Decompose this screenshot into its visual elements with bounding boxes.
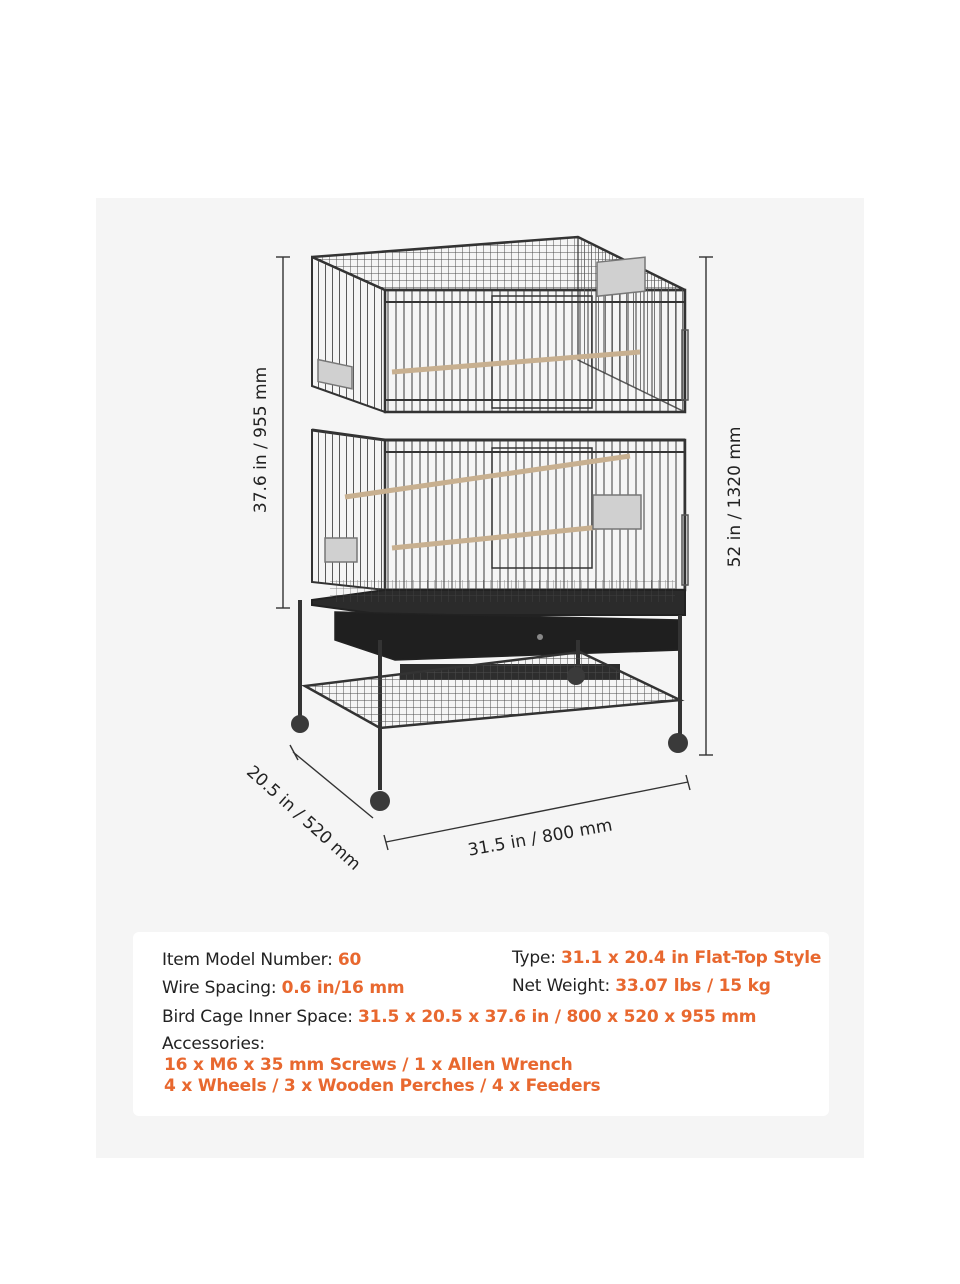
spec-accessories-line1: 16 x M6 x 35 mm Screws / 1 x Allen Wrench	[164, 1055, 573, 1075]
spec-wire-spacing	[162, 978, 404, 998]
spec-net-weight-label: Net Weight:	[512, 976, 610, 996]
dimension-cage-height	[251, 257, 290, 608]
spec-inner-space	[162, 1007, 756, 1027]
spec-type	[512, 948, 821, 968]
spec-type-value: 31.1 x 20.4 in Flat-Top Style	[561, 948, 822, 968]
dimension-label-depth: 20.5 in / 520 mm	[242, 761, 365, 875]
dimension-label-total-height: 52 in / 1320 mm	[725, 426, 745, 568]
dimension-depth	[242, 745, 373, 875]
spec-inner-space-value: 31.5 x 20.5 x 37.6 in / 800 x 520 x 955 mm	[357, 1007, 757, 1027]
spec-accessories-line2: 4 x Wheels / 3 x Wooden Perches / 4 x Feeders	[164, 1076, 601, 1096]
spec-model	[162, 950, 361, 970]
dimension-label-width: 31.5 in / 800 mm	[466, 815, 614, 861]
spec-net-weight-value: 33.07 lbs / 15 kg	[615, 976, 771, 996]
spec-type-label: Type:	[512, 948, 556, 968]
spec-model-label: Item Model Number:	[162, 950, 333, 970]
spec-net-weight	[512, 976, 771, 996]
spec-wire-spacing-label: Wire Spacing:	[162, 978, 277, 998]
dimension-label-cage-height: 37.6 in / 955 mm	[251, 366, 271, 514]
spec-model-value: 60	[337, 950, 362, 970]
spec-accessories-label: Accessories:	[162, 1034, 265, 1054]
cage-lower-section	[312, 430, 688, 590]
spec-wire-spacing-value: 0.6 in/16 mm	[281, 978, 405, 998]
spec-inner-space-label: Bird Cage Inner Space:	[162, 1007, 353, 1027]
dimension-width	[384, 775, 690, 861]
dimension-total-height	[699, 257, 745, 755]
